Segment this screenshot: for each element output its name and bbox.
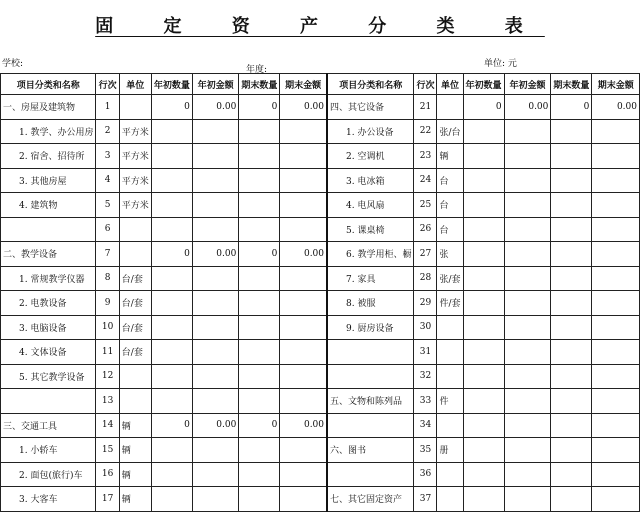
left-unit-cell — [119, 95, 151, 120]
right-end-qty-cell — [551, 242, 592, 267]
header-begin-qty-left: 年初数量 — [151, 74, 192, 95]
right-begin-qty-cell — [463, 144, 504, 169]
left-end-qty-cell: 0 — [239, 413, 280, 438]
left-name-cell: 3. 其他房屋 — [1, 168, 96, 193]
right-row-number-cell: 26 — [414, 217, 437, 242]
right-row-number-cell: 30 — [414, 315, 437, 340]
right-begin-qty-cell — [463, 487, 504, 512]
left-name-cell: 2. 电教设备 — [1, 291, 96, 316]
right-name-cell — [327, 413, 414, 438]
left-unit-cell: 平方米 — [119, 193, 151, 218]
left-unit-cell: 平方米 — [119, 168, 151, 193]
left-row-number-cell: 5 — [96, 193, 119, 218]
left-name-cell: 2. 宿舍、招待所 — [1, 144, 96, 169]
right-name-cell: 9. 厨房设备 — [327, 315, 414, 340]
right-begin-qty-cell — [463, 462, 504, 487]
left-begin-amt-cell: 0.00 — [192, 95, 239, 120]
right-row-number-cell: 21 — [414, 95, 437, 120]
left-end-qty-cell — [239, 217, 280, 242]
currency-unit-label: 单位: 元 — [484, 59, 517, 69]
right-name-cell — [327, 364, 414, 389]
left-row-number-cell: 13 — [96, 389, 119, 414]
right-end-qty-cell: 0 — [551, 95, 592, 120]
right-name-cell: 7. 家具 — [327, 266, 414, 291]
left-end-qty-cell — [239, 315, 280, 340]
right-begin-amt-cell — [504, 242, 551, 267]
left-end-amt-cell: 0.00 — [280, 413, 327, 438]
left-begin-amt-cell — [192, 217, 239, 242]
left-begin-amt-cell — [192, 438, 239, 463]
right-row-number-cell: 34 — [414, 413, 437, 438]
left-row-number-cell: 6 — [96, 217, 119, 242]
right-begin-amt-cell — [504, 291, 551, 316]
left-unit-cell — [119, 389, 151, 414]
right-row-number-cell: 37 — [414, 487, 437, 512]
left-name-cell: 1. 常规教学仪器 — [1, 266, 96, 291]
right-name-cell: 5. 课桌椅 — [327, 217, 414, 242]
right-begin-qty-cell — [463, 119, 504, 144]
left-end-qty-cell — [239, 193, 280, 218]
right-begin-qty-cell: 0 — [463, 95, 504, 120]
right-unit-cell — [437, 340, 463, 365]
right-row-number-cell: 28 — [414, 266, 437, 291]
left-begin-amt-cell — [192, 119, 239, 144]
left-begin-amt-cell — [192, 144, 239, 169]
left-row-number-cell: 10 — [96, 315, 119, 340]
left-unit-cell: 辆 — [119, 462, 151, 487]
left-begin-qty-cell — [151, 168, 192, 193]
left-row-number-cell: 12 — [96, 364, 119, 389]
left-begin-qty-cell — [151, 438, 192, 463]
left-begin-amt-cell: 0.00 — [192, 413, 239, 438]
left-end-amt-cell — [280, 487, 327, 512]
left-end-amt-cell: 0.00 — [280, 95, 327, 120]
right-name-cell: 2. 空调机 — [327, 144, 414, 169]
right-name-cell: 六、图书 — [327, 438, 414, 463]
right-begin-amt-cell — [504, 168, 551, 193]
right-begin-amt-cell — [504, 487, 551, 512]
right-begin-qty-cell — [463, 438, 504, 463]
right-end-amt-cell — [592, 144, 640, 169]
year-label: 年度: — [246, 65, 268, 75]
right-begin-qty-cell — [463, 217, 504, 242]
right-end-qty-cell — [551, 217, 592, 242]
left-name-cell — [1, 217, 96, 242]
left-name-cell: 3. 大客车 — [1, 487, 96, 512]
right-end-amt-cell — [592, 462, 640, 487]
left-end-amt-cell — [280, 119, 327, 144]
table-row — [1, 95, 640, 120]
left-end-amt-cell — [280, 291, 327, 316]
left-unit-cell: 台/套 — [119, 266, 151, 291]
left-name-cell — [1, 389, 96, 414]
right-unit-cell — [437, 95, 463, 120]
table-row — [1, 364, 640, 389]
left-begin-amt-cell — [192, 193, 239, 218]
right-unit-cell — [437, 462, 463, 487]
left-name-cell: 1. 小轿车 — [1, 438, 96, 463]
right-row-number-cell: 29 — [414, 291, 437, 316]
table-row — [1, 144, 640, 169]
right-unit-cell: 册 — [437, 438, 463, 463]
left-name-cell: 2. 面包(旅行)车 — [1, 462, 96, 487]
right-unit-cell: 台 — [437, 168, 463, 193]
right-end-amt-cell — [592, 487, 640, 512]
right-end-amt-cell — [592, 266, 640, 291]
right-unit-cell — [437, 315, 463, 340]
left-unit-cell — [119, 364, 151, 389]
right-end-qty-cell — [551, 144, 592, 169]
header-end-amt-right: 期末金额 — [592, 74, 640, 95]
right-unit-cell: 件 — [437, 389, 463, 414]
left-end-qty-cell — [239, 462, 280, 487]
left-row-number-cell: 3 — [96, 144, 119, 169]
left-name-cell: 5. 其它教学设备 — [1, 364, 96, 389]
right-end-qty-cell — [551, 266, 592, 291]
table-row — [1, 266, 640, 291]
right-row-number-cell: 27 — [414, 242, 437, 267]
right-row-number-cell: 22 — [414, 119, 437, 144]
left-begin-qty-cell — [151, 462, 192, 487]
left-end-qty-cell — [239, 168, 280, 193]
left-unit-cell — [119, 242, 151, 267]
right-row-number-cell: 35 — [414, 438, 437, 463]
header-end-qty-left: 期末数量 — [239, 74, 280, 95]
right-end-amt-cell: 0.00 — [592, 95, 640, 120]
left-begin-amt-cell — [192, 266, 239, 291]
header-unit-right: 单位 — [437, 74, 463, 95]
right-unit-cell — [437, 413, 463, 438]
table-row — [1, 462, 640, 487]
header-end-amt-left: 期末金额 — [280, 74, 327, 95]
left-row-number-cell: 9 — [96, 291, 119, 316]
left-begin-qty-cell — [151, 487, 192, 512]
left-begin-amt-cell — [192, 291, 239, 316]
right-end-qty-cell — [551, 364, 592, 389]
left-row-number-cell: 4 — [96, 168, 119, 193]
right-unit-cell — [437, 364, 463, 389]
left-begin-qty-cell — [151, 193, 192, 218]
left-row-number-cell: 14 — [96, 413, 119, 438]
left-end-qty-cell — [239, 340, 280, 365]
right-begin-amt-cell — [504, 340, 551, 365]
right-name-cell — [327, 340, 414, 365]
left-begin-qty-cell: 0 — [151, 242, 192, 267]
right-end-qty-cell — [551, 340, 592, 365]
table-row — [1, 413, 640, 438]
left-begin-amt-cell: 0.00 — [192, 242, 239, 267]
page-title: 固 定 资 产 分 类 表 — [95, 16, 545, 37]
left-end-qty-cell — [239, 438, 280, 463]
right-begin-amt-cell — [504, 144, 551, 169]
table-row — [1, 168, 640, 193]
left-end-amt-cell — [280, 144, 327, 169]
header-unit-left: 单位 — [119, 74, 151, 95]
table-row — [1, 315, 640, 340]
right-unit-cell: 张/套 — [437, 266, 463, 291]
right-begin-amt-cell — [504, 315, 551, 340]
right-end-amt-cell — [592, 193, 640, 218]
left-end-amt-cell — [280, 462, 327, 487]
right-end-amt-cell — [592, 364, 640, 389]
right-row-number-cell: 33 — [414, 389, 437, 414]
left-begin-amt-cell — [192, 364, 239, 389]
left-unit-cell: 辆 — [119, 487, 151, 512]
header-begin-amt-left: 年初金额 — [192, 74, 239, 95]
right-name-cell: 4. 电风扇 — [327, 193, 414, 218]
table-body — [1, 95, 640, 512]
left-unit-cell: 平方米 — [119, 119, 151, 144]
right-begin-qty-cell — [463, 291, 504, 316]
left-end-qty-cell — [239, 364, 280, 389]
school-label: 学校: — [2, 59, 24, 69]
right-begin-qty-cell — [463, 364, 504, 389]
left-begin-qty-cell: 0 — [151, 95, 192, 120]
left-end-amt-cell — [280, 266, 327, 291]
right-begin-amt-cell — [504, 119, 551, 144]
table-row — [1, 217, 640, 242]
left-begin-qty-cell — [151, 389, 192, 414]
left-begin-qty-cell — [151, 144, 192, 169]
right-begin-qty-cell — [463, 413, 504, 438]
left-row-number-cell: 11 — [96, 340, 119, 365]
right-begin-amt-cell — [504, 266, 551, 291]
right-end-qty-cell — [551, 119, 592, 144]
right-begin-amt-cell — [504, 217, 551, 242]
right-unit-cell — [437, 487, 463, 512]
right-end-amt-cell — [592, 217, 640, 242]
left-row-number-cell: 17 — [96, 487, 119, 512]
left-row-number-cell: 1 — [96, 95, 119, 120]
left-begin-qty-cell — [151, 217, 192, 242]
left-end-qty-cell: 0 — [239, 242, 280, 267]
left-begin-amt-cell — [192, 487, 239, 512]
left-unit-cell: 台/套 — [119, 315, 151, 340]
right-unit-cell: 台 — [437, 217, 463, 242]
left-begin-amt-cell — [192, 315, 239, 340]
right-begin-amt-cell — [504, 462, 551, 487]
header-name-left: 项目分类和名称 — [1, 74, 96, 95]
right-end-qty-cell — [551, 413, 592, 438]
right-begin-amt-cell — [504, 413, 551, 438]
table-row — [1, 487, 640, 512]
header-begin-amt-right: 年初金额 — [504, 74, 551, 95]
left-row-number-cell: 2 — [96, 119, 119, 144]
left-end-amt-cell — [280, 315, 327, 340]
left-end-amt-cell — [280, 364, 327, 389]
right-end-amt-cell — [592, 291, 640, 316]
table-header-row — [1, 74, 640, 95]
right-end-amt-cell — [592, 119, 640, 144]
left-end-qty-cell — [239, 144, 280, 169]
left-begin-qty-cell — [151, 315, 192, 340]
left-unit-cell: 台/套 — [119, 340, 151, 365]
right-row-number-cell: 36 — [414, 462, 437, 487]
right-name-cell: 五、文物和陈列品 — [327, 389, 414, 414]
left-begin-amt-cell — [192, 168, 239, 193]
right-end-qty-cell — [551, 168, 592, 193]
right-name-cell: 3. 电冰箱 — [327, 168, 414, 193]
left-name-cell: 二、教学设备 — [1, 242, 96, 267]
left-name-cell: 一、房屋及建筑物 — [1, 95, 96, 120]
header-row-left: 行次 — [96, 74, 119, 95]
left-begin-amt-cell — [192, 462, 239, 487]
right-name-cell: 1. 办公设备 — [327, 119, 414, 144]
asset-classification-table — [0, 73, 640, 512]
table-row — [1, 291, 640, 316]
left-end-qty-cell: 0 — [239, 95, 280, 120]
left-begin-amt-cell — [192, 389, 239, 414]
table-row — [1, 389, 640, 414]
left-end-amt-cell — [280, 389, 327, 414]
left-end-amt-cell — [280, 168, 327, 193]
left-end-qty-cell — [239, 266, 280, 291]
right-begin-amt-cell — [504, 193, 551, 218]
left-unit-cell: 平方米 — [119, 144, 151, 169]
right-name-cell: 四、其它设备 — [327, 95, 414, 120]
right-end-amt-cell — [592, 168, 640, 193]
right-unit-cell: 张/台 — [437, 119, 463, 144]
left-begin-qty-cell — [151, 119, 192, 144]
left-end-qty-cell — [239, 291, 280, 316]
right-end-amt-cell — [592, 315, 640, 340]
right-begin-qty-cell — [463, 242, 504, 267]
right-name-cell: 8. 被服 — [327, 291, 414, 316]
header-name-right: 项目分类和名称 — [327, 74, 414, 95]
left-end-amt-cell — [280, 340, 327, 365]
left-name-cell: 三、交通工具 — [1, 413, 96, 438]
right-row-number-cell: 31 — [414, 340, 437, 365]
right-end-qty-cell — [551, 315, 592, 340]
right-begin-amt-cell: 0.00 — [504, 95, 551, 120]
table-row — [1, 119, 640, 144]
left-end-qty-cell — [239, 119, 280, 144]
left-end-qty-cell — [239, 389, 280, 414]
left-row-number-cell: 16 — [96, 462, 119, 487]
right-end-qty-cell — [551, 462, 592, 487]
right-end-amt-cell — [592, 389, 640, 414]
right-end-qty-cell — [551, 438, 592, 463]
right-unit-cell: 件/套 — [437, 291, 463, 316]
right-end-amt-cell — [592, 438, 640, 463]
right-unit-cell: 辆 — [437, 144, 463, 169]
right-end-qty-cell — [551, 389, 592, 414]
right-end-amt-cell — [592, 242, 640, 267]
left-end-amt-cell — [280, 438, 327, 463]
header-begin-qty-right: 年初数量 — [463, 74, 504, 95]
left-begin-qty-cell — [151, 364, 192, 389]
header-end-qty-right: 期末数量 — [551, 74, 592, 95]
table-row — [1, 340, 640, 365]
header-row-right: 行次 — [414, 74, 437, 95]
right-end-amt-cell — [592, 413, 640, 438]
right-begin-qty-cell — [463, 389, 504, 414]
right-begin-qty-cell — [463, 168, 504, 193]
left-name-cell: 4. 文体设备 — [1, 340, 96, 365]
left-name-cell: 1. 教学、办公用房 — [1, 119, 96, 144]
left-end-amt-cell — [280, 217, 327, 242]
table-row — [1, 193, 640, 218]
left-begin-amt-cell — [192, 340, 239, 365]
left-begin-qty-cell: 0 — [151, 413, 192, 438]
left-unit-cell: 台/套 — [119, 291, 151, 316]
left-row-number-cell: 8 — [96, 266, 119, 291]
left-begin-qty-cell — [151, 291, 192, 316]
left-row-number-cell: 7 — [96, 242, 119, 267]
left-unit-cell: 辆 — [119, 438, 151, 463]
left-end-amt-cell: 0.00 — [280, 242, 327, 267]
right-begin-amt-cell — [504, 364, 551, 389]
right-name-cell — [327, 462, 414, 487]
right-end-qty-cell — [551, 291, 592, 316]
right-name-cell: 6. 教学用柜、橱 — [327, 242, 414, 267]
table-row — [1, 438, 640, 463]
left-end-qty-cell — [239, 487, 280, 512]
left-begin-qty-cell — [151, 266, 192, 291]
right-end-qty-cell — [551, 193, 592, 218]
left-unit-cell: 辆 — [119, 413, 151, 438]
left-name-cell: 4. 建筑物 — [1, 193, 96, 218]
right-begin-qty-cell — [463, 315, 504, 340]
right-row-number-cell: 24 — [414, 168, 437, 193]
right-row-number-cell: 23 — [414, 144, 437, 169]
right-name-cell: 七、其它固定资产 — [327, 487, 414, 512]
right-unit-cell: 张 — [437, 242, 463, 267]
right-begin-qty-cell — [463, 193, 504, 218]
left-begin-qty-cell — [151, 340, 192, 365]
right-begin-qty-cell — [463, 266, 504, 291]
right-row-number-cell: 25 — [414, 193, 437, 218]
right-end-amt-cell — [592, 340, 640, 365]
left-end-amt-cell — [280, 193, 327, 218]
right-begin-amt-cell — [504, 438, 551, 463]
table-row — [1, 242, 640, 267]
right-end-qty-cell — [551, 487, 592, 512]
right-unit-cell: 台 — [437, 193, 463, 218]
right-begin-qty-cell — [463, 340, 504, 365]
left-name-cell: 3. 电脑设备 — [1, 315, 96, 340]
left-unit-cell — [119, 217, 151, 242]
right-begin-amt-cell — [504, 389, 551, 414]
left-row-number-cell: 15 — [96, 438, 119, 463]
right-row-number-cell: 32 — [414, 364, 437, 389]
